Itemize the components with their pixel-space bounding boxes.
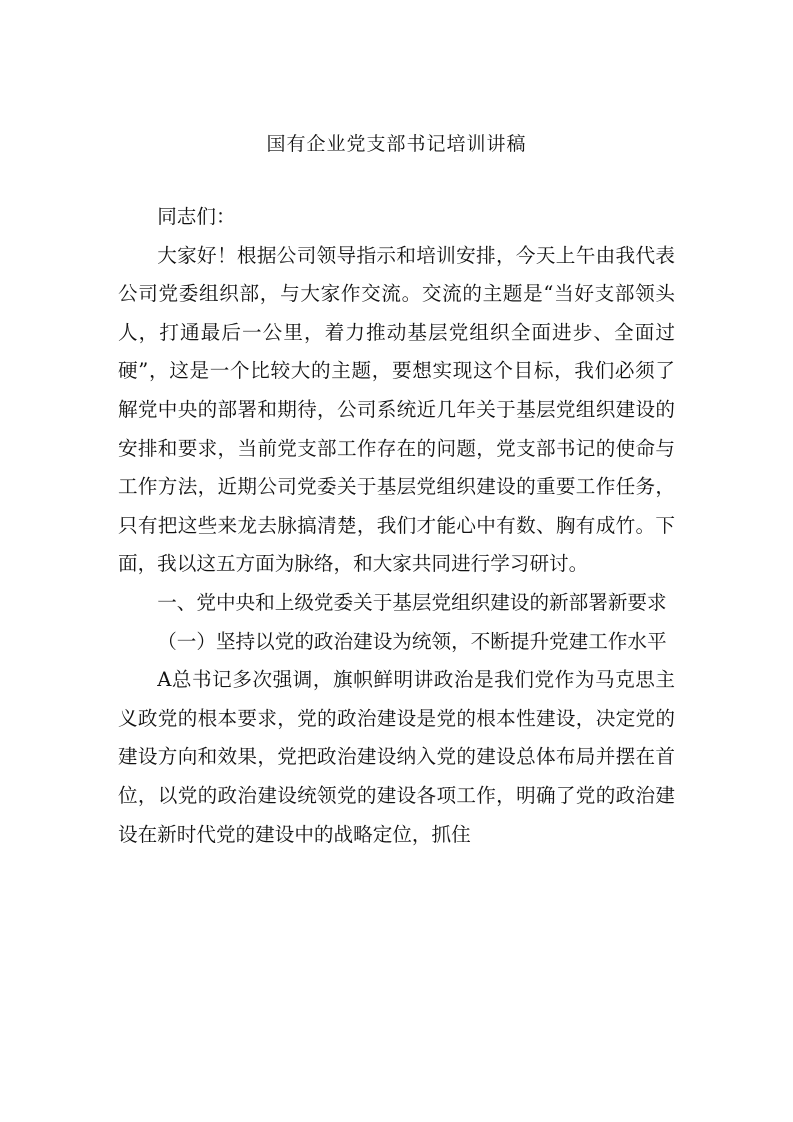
greeting: 同志们：: [157, 205, 236, 228]
subsection-heading-1: （一）坚持以党的政治建设为统领，不断提升党建工作水平: [157, 629, 667, 653]
section-heading-1: 一、党中央和上级党委关于基层党组织建设的新部署新要求: [157, 590, 667, 614]
paragraph-intro: 大家好！根据公司领导指示和培训安排，今天上午由我代表公司党委组织部，与大家作交流。交流的主题是“当好支部领头人，打通最后一公里，着力推动基层党组织全面进步、全面过硬”，这是一个比较大的主题，要想实现这个目标，我们必须了解党中央的部署和期待，公司系统近几年关于基层党组织建设的安排和要求，当前党支部工作存在的问题，党支部书记的使命与工作方法，近期公司党委关于基层党组织建设的重要工作任务，只有把这些来龙去脉搞清楚，我们才能心中有数、胸有成竹。下面，我以这五方面为脉络，和大家共同进行学习研讨。: [118, 243, 675, 576]
document-title: 国有企业党支部书记培训讲稿: [266, 133, 527, 155]
paragraph-political-construction: A总书记多次强调，旗帜鲜明讲政治是我们党作为马克思主义政党的根本要求，党的政治建设是党的根本性建设，决定党的建设方向和效果，党把政治建设纳入党的建设总体布局并摆在首位，以党的政治建设统领党的建设各项工作，明确了党的政治建设在新时代党的建设中的战略定位，抓住: [118, 668, 675, 846]
